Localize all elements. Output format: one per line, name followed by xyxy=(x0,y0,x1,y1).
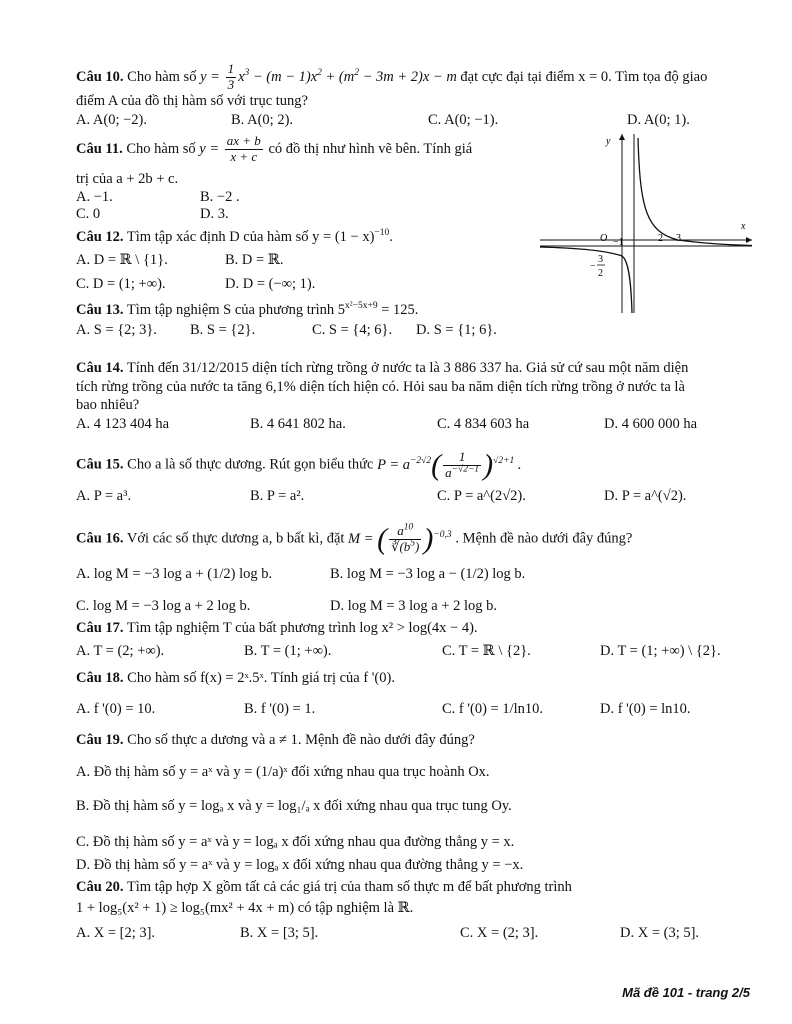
q13-end: = 125. xyxy=(381,302,419,318)
q15-text: Cho a là số thực dương. Rút gọn biểu thức xyxy=(127,456,374,473)
origin-label: O xyxy=(600,233,608,244)
q10-stem xyxy=(76,62,707,93)
q16-post: . Mệnh đề nào dưới đây đúng? xyxy=(455,530,633,547)
q12-opt-d: D. D = (−∞; 1). xyxy=(225,276,316,292)
q15-opt-d: D. P = a^(√2). xyxy=(604,488,687,504)
q12-text: Tìm tập xác định D của hàm số y = (1 − x) xyxy=(126,229,375,245)
q18-opt-d: D. f '(0) = ln10. xyxy=(600,701,691,717)
q12-opt-a: A. D = ℝ \ {1}. xyxy=(76,252,168,268)
q11-opt-c: C. 0 xyxy=(76,206,101,222)
q18-text: Cho hàm số f(x) = 2ˣ.5ˣ. Tính giá trị của f '(0). xyxy=(127,670,395,686)
q14-line2: tích rừng trồng của nước ta tăng 6,1% diện tích hiện có. Hỏi sau ba năm diện tích rừng trồng ở nước ta là xyxy=(76,379,685,395)
q16-stem xyxy=(76,522,632,557)
left-branch xyxy=(540,247,632,313)
q20-opt-a: A. X = [2; 3]. xyxy=(76,925,156,941)
q14-opt-a: A. 4 123 404 ha xyxy=(76,416,170,432)
q15-label: Câu 15. xyxy=(76,456,124,473)
tick-frac-num: 3 xyxy=(598,254,603,265)
tick-minus1: −1 xyxy=(613,237,624,248)
q11-line2: trị của a + 2b + c. xyxy=(76,171,179,187)
q12-opt-c: C. D = (1; +∞). xyxy=(76,276,166,292)
q10-formula: y = $\frac{1}{3}$ $x^3 - (m - 1)x^2 + (m^2 - 3m + 2)x - m$ xyxy=(200,61,457,92)
q16-opt-d: D. log M = 3 log a + 2 log b. xyxy=(330,598,497,614)
q11-graph xyxy=(538,128,756,318)
q16-label: Câu 16. xyxy=(76,530,124,547)
q13-exp: x²−5x+9 xyxy=(345,301,378,312)
q10-line2: điểm A của đồ thị hàm số với trục tung? xyxy=(76,93,308,109)
q17-text: Tìm tập nghiệm T của bất phương trình log x² > log(4x − 4). xyxy=(126,620,478,636)
q13-text: Tìm tập nghiệm S của phương trình 5 xyxy=(126,302,346,318)
q12-exp: −10 xyxy=(374,228,390,239)
q13-opt-c: C. S = {4; 6}. xyxy=(312,322,393,338)
q15-opt-c: C. P = a^(2√2). xyxy=(437,488,526,504)
q20-label: Câu 20. xyxy=(76,879,124,895)
q11-opt-a: A. −1. xyxy=(76,189,113,205)
q15-formula: $P = a^{-2√2}$( $\frac{1}{a^{-√2-1}}$ )$^{√2+1}$ . xyxy=(377,448,522,481)
q18-stem xyxy=(76,670,395,687)
q16-opt-a: A. log M = −3 log a + (1/2) log b. xyxy=(76,566,273,582)
tick-frac-den: 2 xyxy=(598,268,603,279)
q10-post: đạt cực đại tại điểm x = 0. Tìm tọa độ giao xyxy=(460,68,708,85)
q19-text: Cho số thực a dương và a ≠ 1. Mệnh đề nào dưới đây đúng? xyxy=(127,732,475,748)
q17-opt-c: C. T = ℝ \ {2}. xyxy=(442,643,531,659)
y-label: y xyxy=(606,136,611,147)
q13-opt-d: D. S = {1; 6}. xyxy=(416,322,497,338)
right-branch xyxy=(638,138,752,246)
q17-opt-d: D. T = (1; +∞) \ {2}. xyxy=(600,643,721,659)
q19-label: Câu 19. xyxy=(76,732,124,748)
q19-opt-c: C. Đồ thị hàm số y = aˣ và y = logₐ x đối xứng nhau qua đường thẳng y = x. xyxy=(76,834,515,850)
q11-label: Câu 11. xyxy=(76,140,123,157)
q10-pre: Cho hàm số xyxy=(127,68,197,85)
q20-line2: 1 + log₅(x² + 1) ≥ log₅(mx² + 4x + m) có tập nghiệm là ℝ. xyxy=(76,900,414,916)
q12-opt-b: B. D = ℝ. xyxy=(225,252,284,268)
q13-stem xyxy=(76,302,418,319)
q14-opt-c: C. 4 834 603 ha xyxy=(437,416,530,432)
q19-opt-a: A. Đồ thị hàm số y = aˣ và y = (1/a)ˣ đối xứng nhau qua trục hoành Ox. xyxy=(76,764,490,780)
q14-opt-d: D. 4 600 000 ha xyxy=(604,416,698,432)
q16-opt-c: C. log M = −3 log a + 2 log b. xyxy=(76,598,251,614)
q13-opt-b: B. S = {2}. xyxy=(190,322,256,338)
q12-stem xyxy=(76,229,393,246)
q11-formula: y = $\frac{ax + b}{x + c}$ xyxy=(199,133,261,164)
q18-opt-a: A. f '(0) = 10. xyxy=(76,701,156,717)
q20-line1: Tìm tập hợp X gồm tất cả các giá trị của tham số thực m để bất phương trình xyxy=(126,879,572,895)
q15-stem xyxy=(76,448,522,483)
q16-formula: M = ( $\frac{a^{10}}{∛(b^5)}$ )$^{-0,3}$ xyxy=(348,522,452,555)
q11-opt-b: B. −2 . xyxy=(200,189,240,205)
q18-label: Câu 18. xyxy=(76,670,124,686)
q16-opt-b: B. log M = −3 log a − (1/2) log b. xyxy=(330,566,526,582)
q13-label: Câu 13. xyxy=(76,302,124,318)
q10-opt-b: B. A(0; 2). xyxy=(231,112,294,128)
q14-line3: bao nhiêu? xyxy=(76,397,140,413)
q14-opt-b: B. 4 641 802 ha. xyxy=(250,416,346,432)
q11-pre: Cho hàm số xyxy=(126,140,196,157)
q14-text1: Tính đến 31/12/2015 diện tích rừng trồng ở nước ta là 3 886 337 ha. Giả sử cứ sau một năm diện xyxy=(126,360,689,376)
q16-text: Với các số thực dương a, b bất kì, đặt xyxy=(126,530,345,547)
y-axis-arrow xyxy=(619,134,625,140)
x-label: x xyxy=(741,221,746,232)
q11-stem xyxy=(76,134,472,165)
q10-opt-d: D. A(0; 1). xyxy=(627,112,690,128)
x-axis-arrow xyxy=(746,237,752,243)
q20-opt-b: B. X = [3; 5]. xyxy=(240,925,319,941)
q20-opt-c: C. X = (2; 3]. xyxy=(460,925,539,941)
q10-opt-c: C. A(0; −1). xyxy=(428,112,499,128)
q14-line1 xyxy=(76,360,688,377)
q10-opt-a: A. A(0; −2). xyxy=(76,112,148,128)
q20-opt-d: D. X = (3; 5]. xyxy=(620,925,700,941)
q10-label: Câu 10. xyxy=(76,68,124,85)
q17-opt-b: B. T = (1; +∞). xyxy=(244,643,332,659)
q20-stem xyxy=(76,879,572,896)
tick-minus-sign: − xyxy=(590,261,596,272)
q11-post: có đồ thị như hình vẽ bên. Tính giá xyxy=(268,140,473,157)
q12-label: Câu 12. xyxy=(76,229,124,245)
q12-end: . xyxy=(389,229,393,245)
q18-opt-c: C. f '(0) = 1/ln10. xyxy=(442,701,544,717)
q17-opt-a: A. T = (2; +∞). xyxy=(76,643,165,659)
tick-3: 3 xyxy=(676,233,681,244)
q19-stem xyxy=(76,732,475,749)
q17-label: Câu 17. xyxy=(76,620,124,636)
q11-opt-d: D. 3. xyxy=(200,206,229,222)
q15-opt-a: A. P = a³. xyxy=(76,488,132,504)
q19-opt-d: D. Đồ thị hàm số y = aˣ và y = logₐ x đối xứng nhau qua đường thẳng y = −x. xyxy=(76,857,524,873)
q18-opt-b: B. f '(0) = 1. xyxy=(244,701,316,717)
q19-opt-b: B. Đồ thị hàm số y = logₐ x và y = log₁/ₐ x đối xứng nhau qua trục tung Oy. xyxy=(76,798,512,814)
q14-label: Câu 14. xyxy=(76,360,124,376)
q15-opt-b: B. P = a². xyxy=(250,488,305,504)
tick-2: 2 xyxy=(658,233,663,244)
q13-opt-a: A. S = {2; 3}. xyxy=(76,322,157,338)
q17-stem xyxy=(76,620,478,637)
page-footer: Mã đề 101 - trang 2/5 xyxy=(622,985,750,1000)
